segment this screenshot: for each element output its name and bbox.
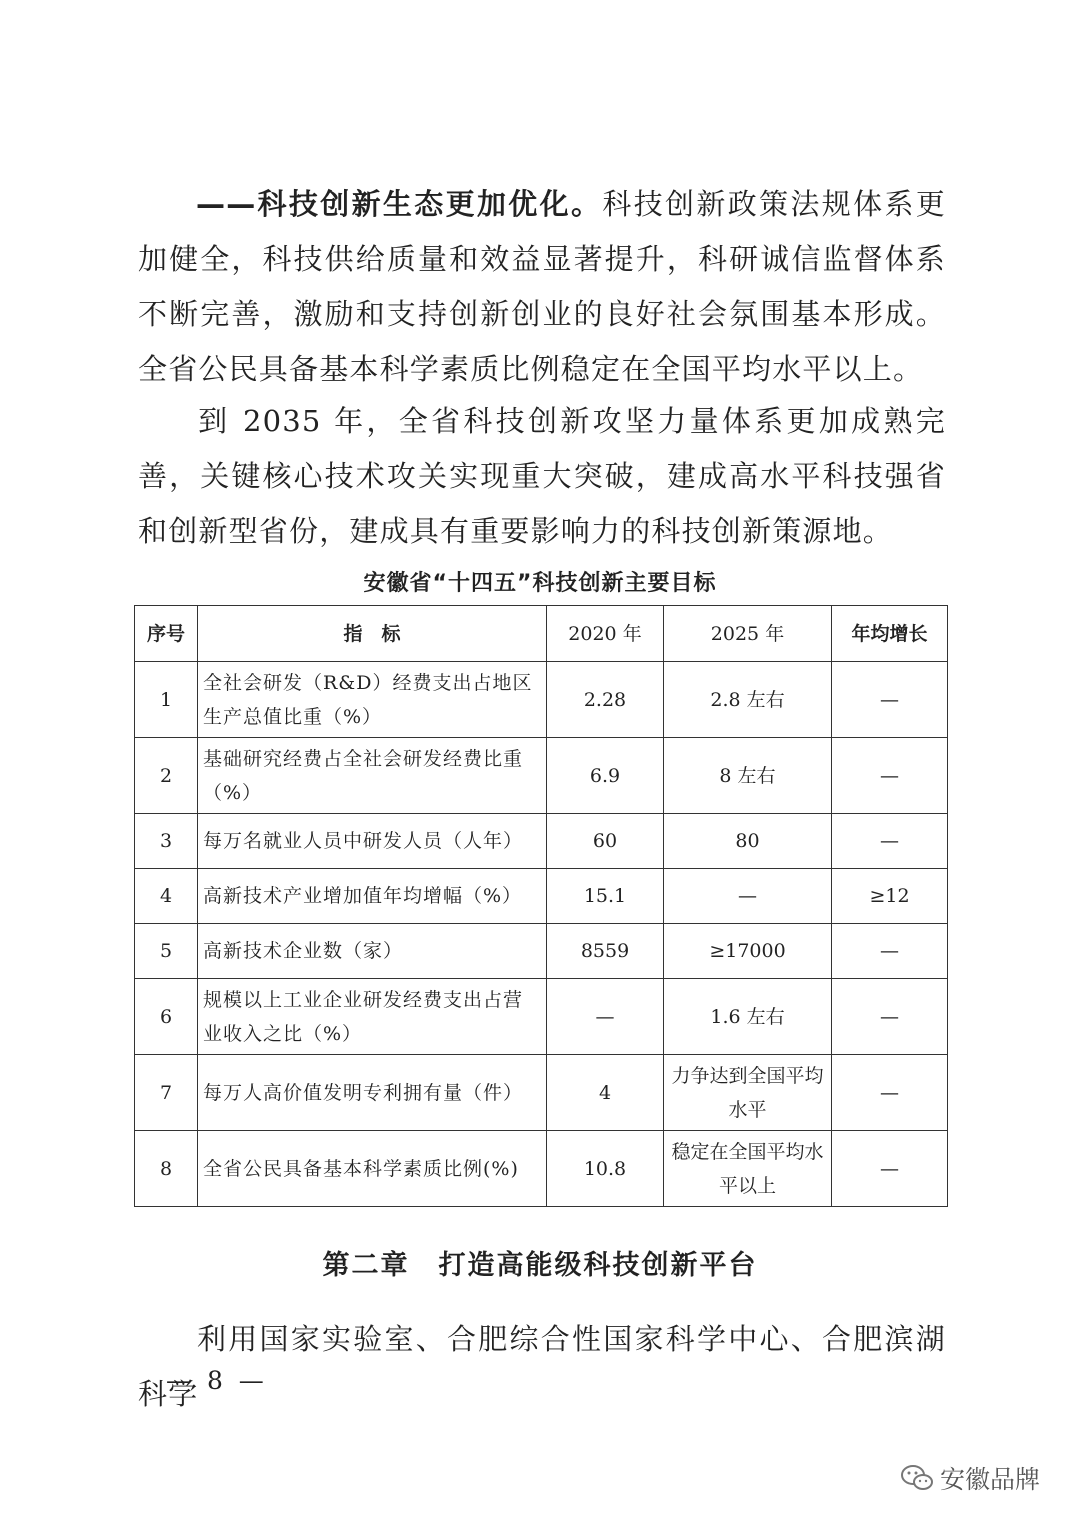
cell-2020: 2.28 [547, 662, 664, 738]
cell-no: 3 [135, 814, 198, 869]
page-number: — 8 — [166, 1366, 268, 1395]
cell-no: 2 [135, 738, 198, 814]
cell-2025: 8 左右 [664, 738, 832, 814]
cell-2020: — [547, 979, 664, 1055]
cell-2025: ≥17000 [664, 924, 832, 979]
targets-table [134, 605, 948, 1207]
table-row [135, 979, 948, 1055]
cell-2020: 4 [547, 1055, 664, 1131]
paragraph-body: 利用国家实验室、合肥综合性国家科学中心、合肥滨湖科学 [138, 1322, 946, 1411]
cell-no: 8 [135, 1131, 198, 1207]
watermark [900, 1460, 1040, 1496]
table-row [135, 662, 948, 738]
cell-growth: — [832, 979, 948, 1055]
cell-growth: — [832, 738, 948, 814]
cell-no: 6 [135, 979, 198, 1055]
table-header-row [135, 606, 948, 662]
cell-2025: 稳定在全国平均水平以上 [664, 1131, 832, 1207]
cell-no: 7 [135, 1055, 198, 1131]
cell-indicator: 基础研究经费占全社会研发经费比重（%） [198, 738, 547, 814]
watermark-text: 安徽品牌 [940, 1465, 1041, 1494]
cell-no: 5 [135, 924, 198, 979]
cell-indicator: 全社会研发（R&D）经费支出占地区生产总值比重（%） [198, 662, 547, 738]
cell-growth: — [832, 924, 948, 979]
paragraph-lead-bold: ——科技创新生态更加优化。 [196, 187, 603, 221]
cell-2020: 10.8 [547, 1131, 664, 1207]
table-row [135, 814, 948, 869]
table-row [135, 1131, 948, 1207]
cell-2025: 80 [664, 814, 832, 869]
paragraph-body: 到 2035 年，全省科技创新攻坚力量体系更加成熟完善，关键核心技术攻关实现重大突破，建成高水平科技强省和创新型省份，建成具有重要影响力的科技创新策源地。 [138, 404, 946, 548]
header-indicator: 指 标 [198, 606, 547, 662]
header-no: 序号 [135, 606, 198, 662]
cell-indicator: 每万人高价值发明专利拥有量（件） [198, 1055, 547, 1131]
cell-no: 4 [135, 869, 198, 924]
table-row [135, 869, 948, 924]
cell-no: 1 [135, 662, 198, 738]
chapter-title: 第二章 打造高能级科技创新平台 [322, 1250, 758, 1281]
cell-2020: 15.1 [547, 869, 664, 924]
cell-growth: — [832, 814, 948, 869]
paragraph-body: 科技创新政策法规体系更加健全，科技供给质量和效益显著提升，科研诚信监督体系不断完善，激励和支持创新创业的良好社会氛围基本形成。全省公民具备基本科学素质比例稳定在全国平均水平以上。 [138, 187, 946, 386]
cell-indicator: 全省公民具备基本科学素质比例(%) [198, 1131, 547, 1207]
cell-indicator: 每万名就业人员中研发人员（人年） [198, 814, 547, 869]
wechat-icon [900, 1463, 934, 1493]
header-2020: 2020 年 [547, 606, 664, 662]
cell-2020: 8559 [547, 924, 664, 979]
header-2025: 2025 年 [664, 606, 832, 662]
cell-2020: 60 [547, 814, 664, 869]
header-growth: 年均增长 [832, 606, 948, 662]
table-title: 安徽省“十四五”科技创新主要目标 [363, 571, 717, 596]
cell-indicator: 高新技术产业增加值年均增幅（%） [198, 869, 547, 924]
cell-2025: 力争达到全国平均水平 [664, 1055, 832, 1131]
cell-growth: ≥12 [832, 869, 948, 924]
cell-2025: — [664, 869, 832, 924]
cell-growth: — [832, 1131, 948, 1207]
cell-2025: 1.6 左右 [664, 979, 832, 1055]
paragraph-ecosystem [138, 177, 946, 397]
table-row [135, 924, 948, 979]
cell-growth: — [832, 662, 948, 738]
paragraph-2035-goal [138, 394, 946, 559]
table-row [135, 738, 948, 814]
cell-indicator: 高新技术企业数（家） [198, 924, 547, 979]
cell-indicator: 规模以上工业企业研发经费支出占营业收入之比（%） [198, 979, 547, 1055]
table-row [135, 1055, 948, 1131]
cell-growth: — [832, 1055, 948, 1131]
cell-2020: 6.9 [547, 738, 664, 814]
cell-2025: 2.8 左右 [664, 662, 832, 738]
